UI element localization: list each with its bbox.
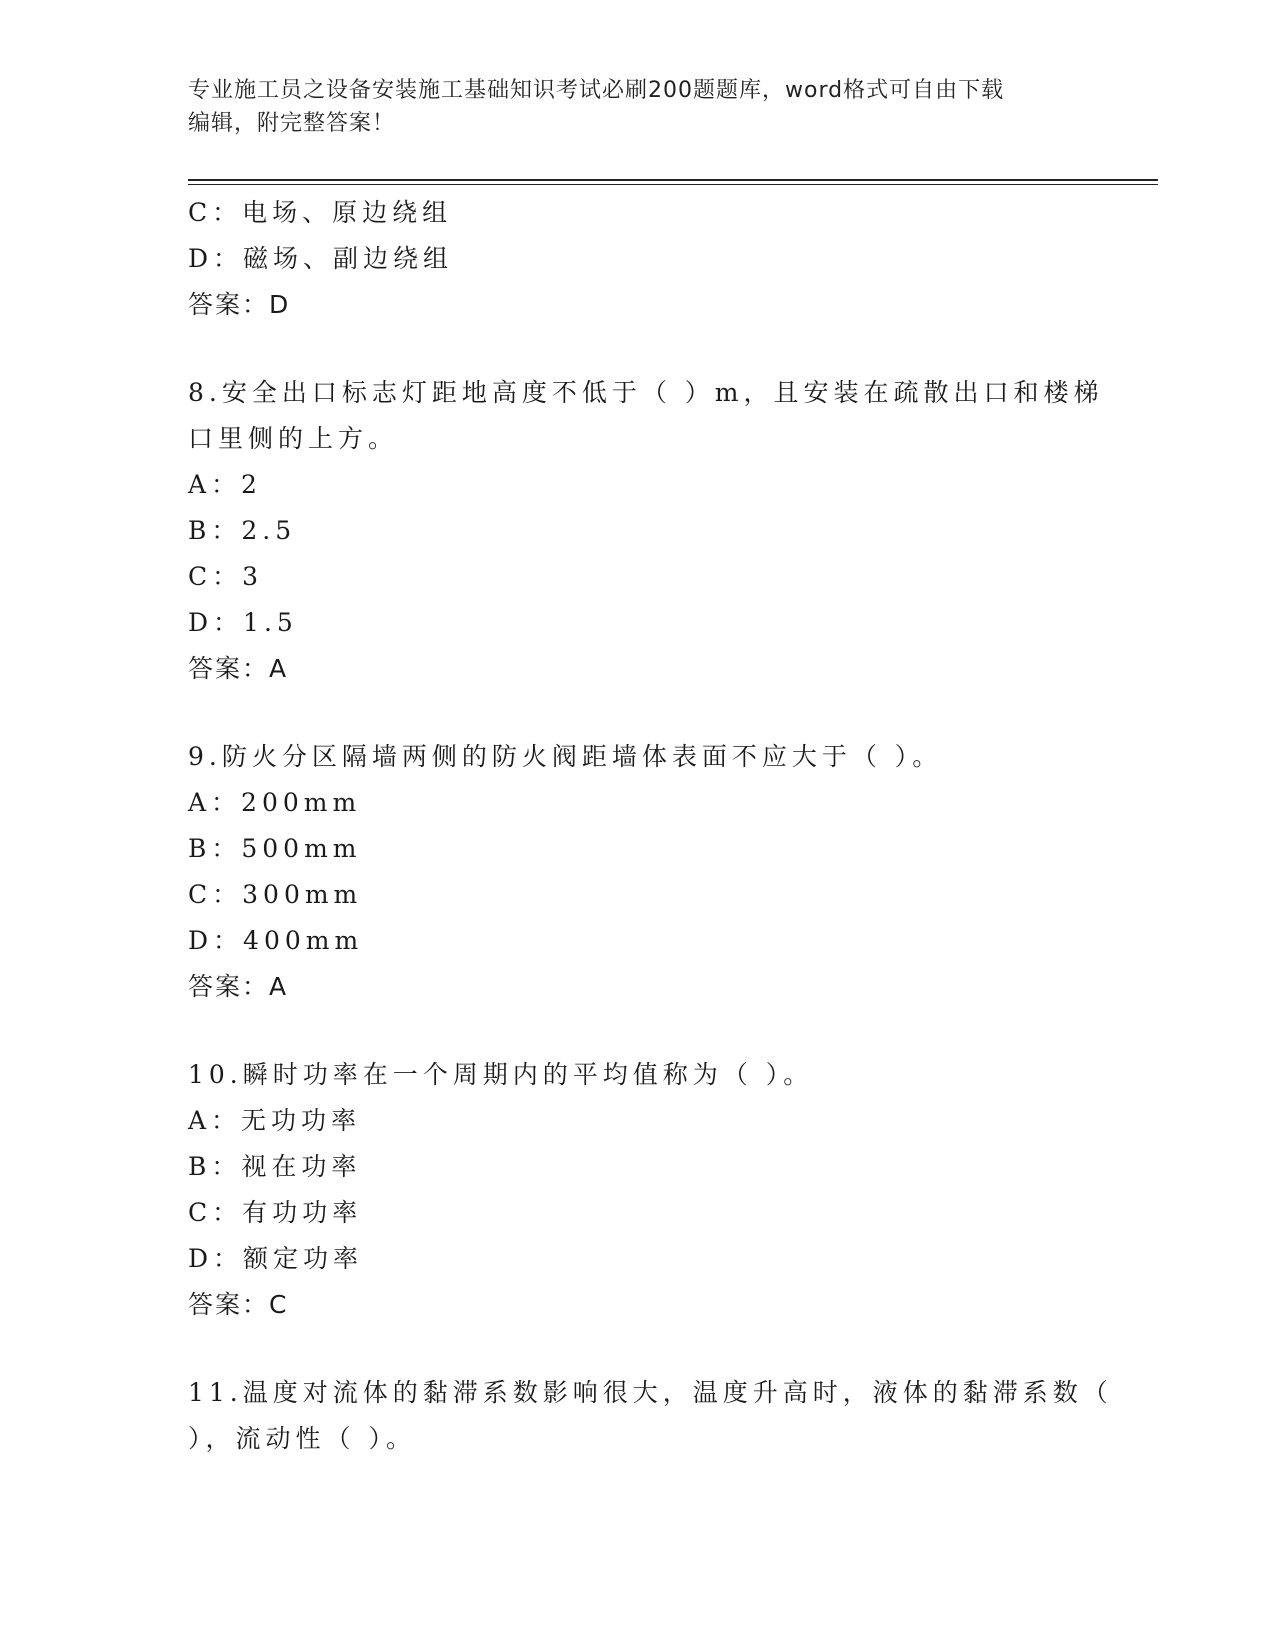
question-stem-continued: 口里侧的上方。 [188,424,399,453]
option-a: A：无功功率 [188,1106,362,1135]
option-d: D：1.5 [188,608,298,637]
spacer [188,1328,1088,1370]
option-c: C：电场、原边绕组 [188,198,453,227]
question-8 [188,370,1104,692]
option-c: C：3 [188,562,264,591]
option-d: D：磁场、副边绕组 [188,244,454,273]
option-a: A：2 [188,470,262,499]
question-stem: 10.瞬时功率在一个周期内的平均值称为（ ）。 [188,1060,814,1089]
option-b: B：2.5 [188,516,297,545]
question-stem-continued: ），流动性（ ）。 [188,1424,416,1453]
question-stem: 11.温度对流体的黏滞系数影响很大，温度升高时，液体的黏滞系数（ [188,1378,1113,1407]
option-c: C：有功功率 [188,1198,363,1227]
option-a: A：200mm [188,788,362,817]
option-b: B：500mm [188,834,362,863]
header-line-1: 专业施工员之设备安装施工基础知识考试必刷200题题库，word格式可自由下载 [188,78,1005,103]
answer: 答案：D [188,290,291,319]
spacer [188,328,1088,370]
question-7-tail [188,190,1088,328]
answer: 答案：C [188,1290,289,1319]
option-d: D：额定功率 [188,1244,364,1273]
document-header [188,74,1088,140]
spacer [188,1010,1088,1052]
question-list [188,190,1113,1462]
header-rule-thin [188,184,1158,185]
answer: 答案：A [188,972,289,1001]
header-line-2: 编辑，附完整答案！ [188,111,396,136]
question-10 [188,1052,1088,1328]
spacer [188,692,1088,734]
option-c: C：300mm [188,880,363,909]
header-rule-thick [188,179,1158,181]
question-stem: 9.防火分区隔墙两侧的防火阀距墙体表面不应大于（ ）。 [188,742,943,771]
question-11 [188,1370,1113,1462]
question-9 [188,734,1088,1010]
option-d: D：400mm [188,926,364,955]
question-stem: 8.安全出口标志灯距地高度不低于（ ）m，且安装在疏散出口和楼梯 [188,378,1104,407]
option-b: B：视在功率 [188,1152,362,1181]
answer: 答案：A [188,654,289,683]
